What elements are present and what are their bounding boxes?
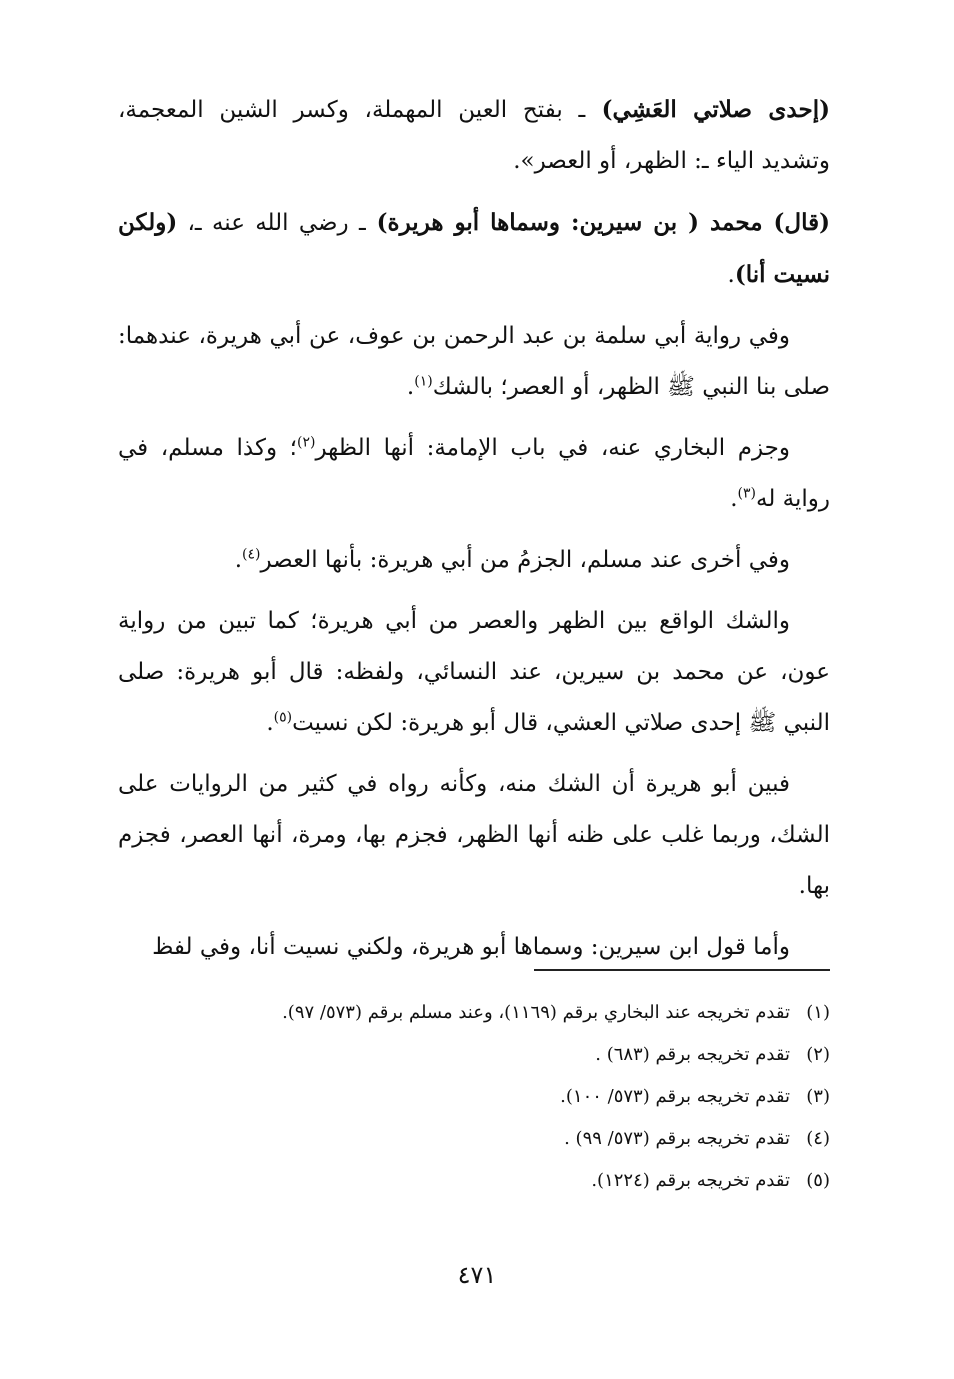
- paragraph-4-part-1: وجزم البخاري عنه، في باب الإمامة: أنها الظهر: [315, 435, 790, 461]
- paragraph-3-part-3: .: [406, 374, 415, 400]
- footnote-1: [160, 992, 830, 1034]
- paragraph-5-part-1: وفي أخرى عند مسلم، الجزمُ من أبي هريرة: بأنها العصر: [260, 547, 790, 573]
- paragraph-1-part-1: (إحدى صلاتي العَشِي): [585, 96, 830, 123]
- paragraph-7: [118, 759, 830, 912]
- footnote-text: تقدم تخريجه برقم (١٢٢٤).: [591, 1170, 790, 1191]
- footnote-ref-4[interactable]: (٤): [242, 546, 261, 563]
- paragraph-8: [118, 922, 830, 973]
- paragraph-4-part-5: .: [730, 486, 738, 512]
- paragraph-6-part-3: .: [266, 710, 274, 736]
- main-text: [118, 84, 830, 983]
- footnote-4: [160, 1118, 830, 1160]
- footnote-ref-1[interactable]: (١): [414, 373, 433, 390]
- paragraph-3-part-1: وفي رواية أبي سلمة بن عبد الرحمن بن عوف، عن أبي هريرة، عندهما: صلى بنا النبي ﷺ الظهر، أو العصر؛ بالشك: [118, 323, 830, 400]
- footnote-number: (٤): [806, 1128, 830, 1149]
- footnote-text: تقدم تخريجه برقم (٥٧٣/ ١٠٠).: [560, 1086, 790, 1107]
- paragraph-2-part-4: .: [727, 262, 735, 288]
- paragraph-1-part-2: ـ بفتح العين المهملة، وكسر الشين المعجمة، وتشديد الياء ـ: الظهر، أو العصر».: [118, 97, 830, 174]
- footnote-text: تقدم تخريجه عند البخاري برقم (١١٦٩)، وعند مسلم برقم (٥٧٣/ ٩٧).: [282, 1002, 790, 1023]
- footnote-number: (٢): [806, 1044, 830, 1065]
- paragraph-7-part-1: فبين أبو هريرة أن الشك منه، وكأنه رواه في كثير من الروايات على الشك، وربما غلب على ظنه أنها الظهر، فجزم بها، ومرة، أنها العصر، فجزم بها.: [118, 771, 830, 899]
- footnotes: [160, 992, 830, 1202]
- paragraph-6: [118, 596, 830, 749]
- paragraph-2-part-2: ـ رضي الله عنه ـ،: [177, 210, 366, 236]
- paragraph-5-part-3: .: [234, 547, 242, 573]
- footnote-3: [160, 1076, 830, 1118]
- paragraph-4: [118, 423, 830, 525]
- footnote-number: (١): [806, 1002, 830, 1023]
- footnote-2: [160, 1034, 830, 1076]
- paragraph-5: [118, 535, 830, 586]
- footnote-number: (٣): [806, 1086, 830, 1107]
- footnote-ref-2[interactable]: (٢): [296, 434, 316, 451]
- paragraph-2: [118, 197, 830, 301]
- paragraph-8-part-1: وأما قول ابن سيرين: وسماها أبو هريرة، ولكني نسيت أنا، وفي لفظ: [152, 934, 790, 960]
- paragraph-2-part-1: (قال) محمد ( بن سيرين: وسماها أبو هريرة): [365, 209, 830, 236]
- paragraph-6-part-1: والشك الواقع بين الظهر والعصر من أبي هريرة؛ كما تبين من رواية عون، عن محمد بن سيرين، عند النسائي، ولفظه: قال أبو هريرة: صلى النبي ﷺ إحدى صلاتي العشي، قال أبو هريرة: لكن نسيت: [118, 608, 830, 736]
- footnote-5: [160, 1160, 830, 1202]
- paragraph-4-part-3: ؛ وكذا مسلم، في رواية له: [118, 435, 830, 512]
- paragraph-1: [118, 84, 830, 187]
- paragraph-3: [118, 311, 830, 413]
- footnote-ref-5[interactable]: (٥): [273, 709, 293, 726]
- footnote-divider: [534, 969, 830, 971]
- footnote-number: (٥): [806, 1170, 830, 1191]
- page-number: ٤٧١: [457, 1261, 497, 1289]
- footnote-text: تقدم تخريجه برقم (٦٨٣) .: [595, 1044, 790, 1065]
- footnote-text: تقدم تخريجه برقم (٥٧٣/ ٩٩) .: [564, 1128, 790, 1149]
- paragraph-2-part-3: (ولكن نسيت أنا): [118, 209, 830, 288]
- footnote-ref-3[interactable]: (٣): [737, 485, 756, 502]
